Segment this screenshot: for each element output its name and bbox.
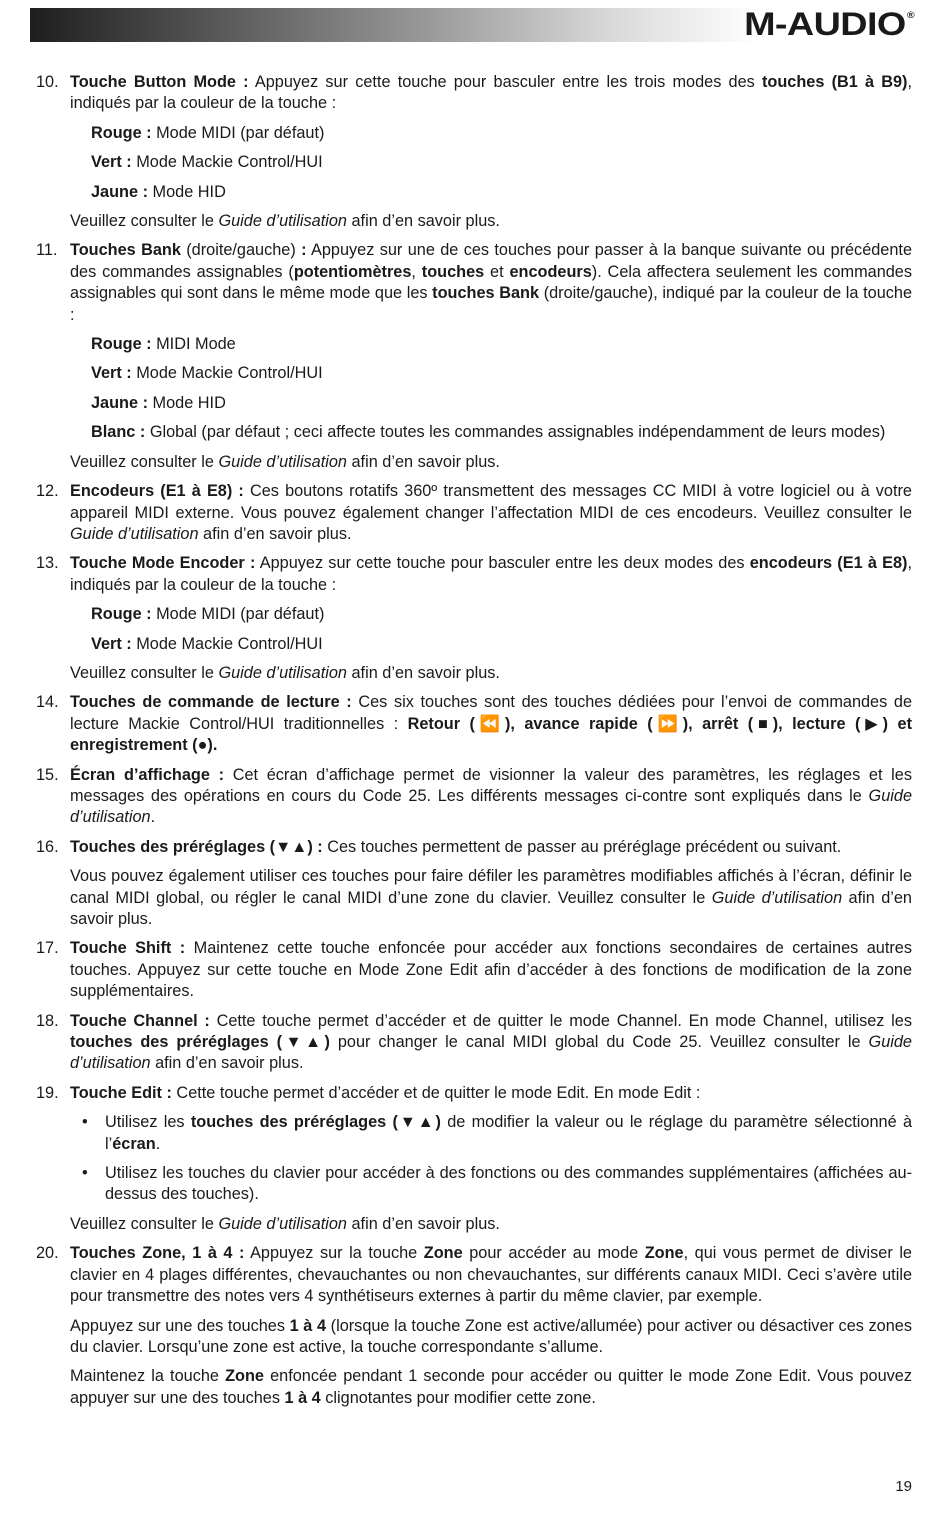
text-run: Vous pouvez également utiliser ces touches pour faire défiler les paramètres modifiables affichés à l’écran, définir le canal MIDI global, ou régler le canal MIDI d’une zone du clavier. Veuillez consulter le [70, 867, 912, 907]
bold-text: Zone [644, 1244, 684, 1263]
paragraph [70, 211, 912, 232]
text-run: afin d’en savoir plus. [150, 1054, 304, 1073]
paragraph [70, 1366, 912, 1409]
italic-text: Guide d’utilisation [218, 212, 347, 231]
bold-text: écran [112, 1134, 156, 1153]
bold-text: Jaune : [91, 393, 149, 412]
bold-text: Touches Bank [70, 241, 181, 260]
mode-line [91, 363, 912, 384]
text-run: Veuillez consulter le [70, 452, 219, 471]
text-run: ). Cela affectera seulement les commandes assignables qui sont dans le même mode que les [70, 262, 912, 303]
bold-text: touches Bank [432, 284, 540, 303]
item-body [70, 765, 912, 829]
item-body [70, 553, 912, 684]
bold-text: Vert : [91, 634, 132, 653]
text-run: Cette touche permet d’accéder et de quitter le mode Channel. En mode Channel, utilisez les [209, 1011, 912, 1030]
text-run: afin d’en savoir plus. [346, 452, 500, 471]
text-run: Veuillez consulter le [70, 212, 219, 231]
italic-text: Guide d’utilisation [70, 524, 199, 543]
text-run: Mode MIDI (par défaut) [151, 123, 325, 142]
paragraph [70, 866, 912, 930]
bold-text: Jaune : [91, 182, 149, 201]
bold-text: Touche Mode Encoder : [70, 554, 256, 573]
text-run: de modifier la valeur ou le réglage du paramètre sélectionné à l’ [105, 1113, 912, 1153]
text-run: Utilisez les touches du clavier pour accéder à des fonctions ou des commandes supplémentaires (affichées au-dessus des touches). [105, 1164, 912, 1204]
text-run: Appuyez sur cette touche pour basculer entre les deux modes des [255, 554, 750, 573]
text-run: MIDI Mode [151, 335, 236, 354]
bold-text: Touche Shift : [70, 939, 186, 958]
mode-line [91, 393, 912, 414]
bullet-item [70, 1163, 912, 1206]
item-body [70, 938, 912, 1002]
paragraph [70, 1243, 912, 1307]
paragraph [70, 692, 912, 756]
text-run: , qui vous permet de diviser le clavier en 4 plages différentes, chevauchantes ou non chevauchantes, sur différents canaux MIDI. Ceci s’avère utile pour transmettre des notes vers 4 synthétiseurs externes à partir du même clavier, par exemple. [70, 1244, 912, 1306]
text-run: afin d’en savoir plus. [70, 888, 912, 928]
item-number: 16. [36, 837, 59, 856]
bold-text: Touches Zone, 1 à 4 : [70, 1244, 245, 1263]
bold-text: Vert : [91, 364, 132, 383]
item-number: 17. [36, 939, 59, 958]
bold-text: potentiomètres [293, 262, 412, 281]
list-item [36, 240, 912, 473]
bold-text: Rouge : [91, 335, 152, 354]
bullet-text [105, 1163, 912, 1206]
bold-text: Touches des préréglages (▼▲) : [70, 837, 323, 856]
text-run: clignotantes pour modifier cette zone. [320, 1388, 596, 1407]
bold-text: Blanc : [91, 423, 146, 442]
page-number: 19 [895, 1478, 912, 1495]
text-run: Appuyez sur une des touches [70, 1316, 290, 1335]
bold-text: touches (B1 à B9) [761, 73, 908, 91]
bold-text: Écran d’affichage : [70, 765, 225, 784]
text-run: . [150, 808, 156, 827]
text-run: Mode HID [148, 182, 226, 201]
text-run: Ces boutons rotatifs 360º transmettent des messages CC MIDI à votre logiciel ou à votre appareil MIDI externe. Vous pouvez également changer l’affectation MIDI de ces encodeurs. Veuillez consulter le [70, 482, 912, 522]
text-run: Ces touches permettent de passer au préréglage précédent ou suivant. [322, 837, 842, 856]
paragraph [70, 240, 912, 326]
text-run: enfoncée pendant 1 seconde pour accéder ou quitter le mode Zone Edit. Vous pouvez appuyer sur une des touches [70, 1367, 913, 1407]
item-number: 13. [36, 554, 59, 573]
paragraph [70, 837, 912, 858]
bold-text: Zone [423, 1244, 463, 1263]
bold-text: Touche Button Mode : [70, 73, 249, 91]
bold-text: Retour (⏪), avance rapide (⏩), arrêt (■), lecture (▶) et enregistrement (●). [70, 714, 912, 755]
text-run: Mode HID [148, 393, 226, 412]
text-run: pour accéder au mode [462, 1244, 645, 1263]
italic-text: Guide d’utilisation [218, 452, 347, 471]
list-item [36, 72, 912, 232]
italic-text: Guide d’utilisation [711, 888, 843, 907]
text-run: Veuillez consulter le [70, 663, 219, 682]
item-number: 10. [36, 73, 59, 91]
bullet-icon: • [82, 1113, 88, 1132]
bold-text: Zone [225, 1367, 264, 1386]
text-run: Mode Mackie Control/HUI [131, 364, 323, 383]
mode-line [91, 334, 912, 355]
italic-text: Guide d’utilisation [70, 1033, 912, 1073]
text-run: Mode Mackie Control/HUI [131, 634, 323, 653]
brand-logo [744, 6, 914, 43]
item-number: 20. [36, 1244, 59, 1263]
bullet-icon: • [82, 1164, 88, 1183]
text-run: Appuyez sur une de ces touches pour passer à la banque suivante ou précédente des commandes assignables ( [70, 241, 912, 281]
text-run: Appuyez sur cette touche pour basculer entre les trois modes des [248, 73, 762, 91]
text-run: . [155, 1134, 161, 1153]
paragraph [70, 765, 912, 829]
text-run: Appuyez sur la touche [244, 1244, 424, 1263]
list-item [36, 837, 912, 931]
list-item [36, 1243, 912, 1409]
item-body [70, 692, 912, 756]
item-number: 14. [36, 693, 59, 712]
italic-text: Guide d’utilisation [218, 663, 347, 682]
text-run: Utilisez les [105, 1113, 191, 1132]
bold-text: 1 à 4 [289, 1316, 327, 1335]
item-body [70, 72, 912, 232]
item-body [70, 481, 912, 545]
bullet-text [105, 1112, 912, 1155]
item-body [70, 1083, 912, 1235]
bold-text: 1 à 4 [284, 1388, 321, 1407]
text-run: (droite/gauche), indiqué par la couleur de la touche : [70, 284, 912, 324]
text-run: afin d’en savoir plus. [346, 1214, 500, 1233]
paragraph [70, 1214, 912, 1235]
list-item [36, 938, 912, 1002]
bold-text: encodeurs [509, 262, 592, 281]
registered-mark: ® [906, 10, 914, 20]
item-number: 15. [36, 765, 59, 784]
bold-text: touches des préréglages (▼▲) [70, 1033, 330, 1052]
paragraph [70, 72, 912, 115]
bold-text: touches [421, 262, 485, 281]
italic-text: Guide d’utilisation [218, 1214, 347, 1233]
mode-line [91, 422, 912, 443]
text-run: pour changer le canal MIDI global du Code 25. Veuillez consulter le [329, 1033, 869, 1052]
item-number: 12. [36, 482, 59, 501]
bold-text: Rouge : [91, 605, 152, 624]
paragraph [70, 938, 912, 1002]
item-body [70, 1011, 912, 1075]
text-run: Global (par défaut ; ceci affecte toutes les commandes assignables indépendamment de leurs modes) [145, 423, 886, 442]
text-run: , [411, 262, 422, 281]
bold-text: touches des préréglages (▼▲) [190, 1113, 441, 1132]
list-item [36, 553, 912, 684]
text-run: Maintenez la touche [70, 1367, 226, 1386]
text-run: Mode MIDI (par défaut) [151, 605, 325, 624]
text-run: Ces six touches sont des touches dédiées pour l’envoi de commandes de lecture Mackie Control/HUI traditionnelles : [70, 693, 912, 733]
paragraph [70, 663, 912, 684]
text-run: , indiqués par la couleur de la touche : [70, 73, 912, 113]
text-run: (droite/gauche) [180, 241, 302, 260]
paragraph [70, 1316, 912, 1359]
mode-line [91, 152, 912, 173]
list-item [36, 1083, 912, 1235]
text-run: afin d’en savoir plus. [346, 663, 500, 682]
text-run: (lorsque la touche Zone est active/allumée) pour activer ou désactiver ces zones du clavier. Lorsqu’une zone est active, la touche correspondante s’allume. [70, 1316, 912, 1356]
item-body [70, 837, 912, 931]
list-item [36, 1011, 912, 1075]
text-run: afin d’en savoir plus. [346, 212, 500, 231]
text-run: , indiqués par la couleur de la touche : [70, 554, 912, 594]
paragraph [70, 1083, 912, 1104]
mode-line [91, 182, 912, 203]
list-item [36, 481, 912, 545]
bold-text: Touche Edit : [70, 1083, 172, 1102]
mode-line [91, 123, 912, 144]
text-run: Maintenez cette touche enfoncée pour accéder aux fonctions secondaires de certaines autres touches. Appuyez sur cette touche en Mode Zone Edit afin d’accéder à des fonctions de modification de la zone supplémentaires. [70, 939, 913, 1001]
text-run: afin d’en savoir plus. [198, 524, 352, 543]
bold-text: Vert : [91, 153, 132, 172]
bold-text: Rouge : [91, 123, 152, 142]
text-run: Mode Mackie Control/HUI [131, 153, 323, 172]
document-body [36, 72, 912, 1417]
bold-text: : [301, 241, 307, 260]
brand-logo-text: M-AUDIO [744, 6, 906, 42]
bullet-item [70, 1112, 912, 1155]
text-run: et [484, 262, 510, 281]
bold-text: Touche Channel : [70, 1011, 210, 1030]
bold-text: encodeurs (E1 à E8) [749, 554, 908, 573]
text-run: Cette touche permet d’accéder et de quitter le mode Edit. En mode Edit : [171, 1083, 701, 1102]
item-body [70, 1243, 912, 1409]
item-number: 18. [36, 1011, 59, 1030]
text-run: Cet écran d’affichage permet de visionner la valeur des paramètres, les réglages et les messages des opérations en cours du Code 25. Les différents messages ci-contre sont expliqués dans le [70, 765, 912, 805]
item-body [70, 240, 912, 473]
list-item [36, 765, 912, 829]
bullet-list [70, 1112, 912, 1206]
bold-text: Encodeurs (E1 à E8) : [70, 482, 244, 501]
bold-text: Touches de commande de lecture : [70, 693, 352, 712]
paragraph [70, 553, 912, 596]
item-number: 19. [36, 1083, 59, 1102]
text-run: Veuillez consulter le [70, 1214, 219, 1233]
paragraph [70, 1011, 912, 1075]
mode-line [91, 634, 912, 655]
list-item [36, 692, 912, 756]
paragraph [70, 481, 912, 545]
mode-line [91, 604, 912, 625]
item-number: 11. [36, 241, 58, 260]
paragraph [70, 452, 912, 473]
italic-text: Guide d’utilisation [70, 786, 912, 827]
